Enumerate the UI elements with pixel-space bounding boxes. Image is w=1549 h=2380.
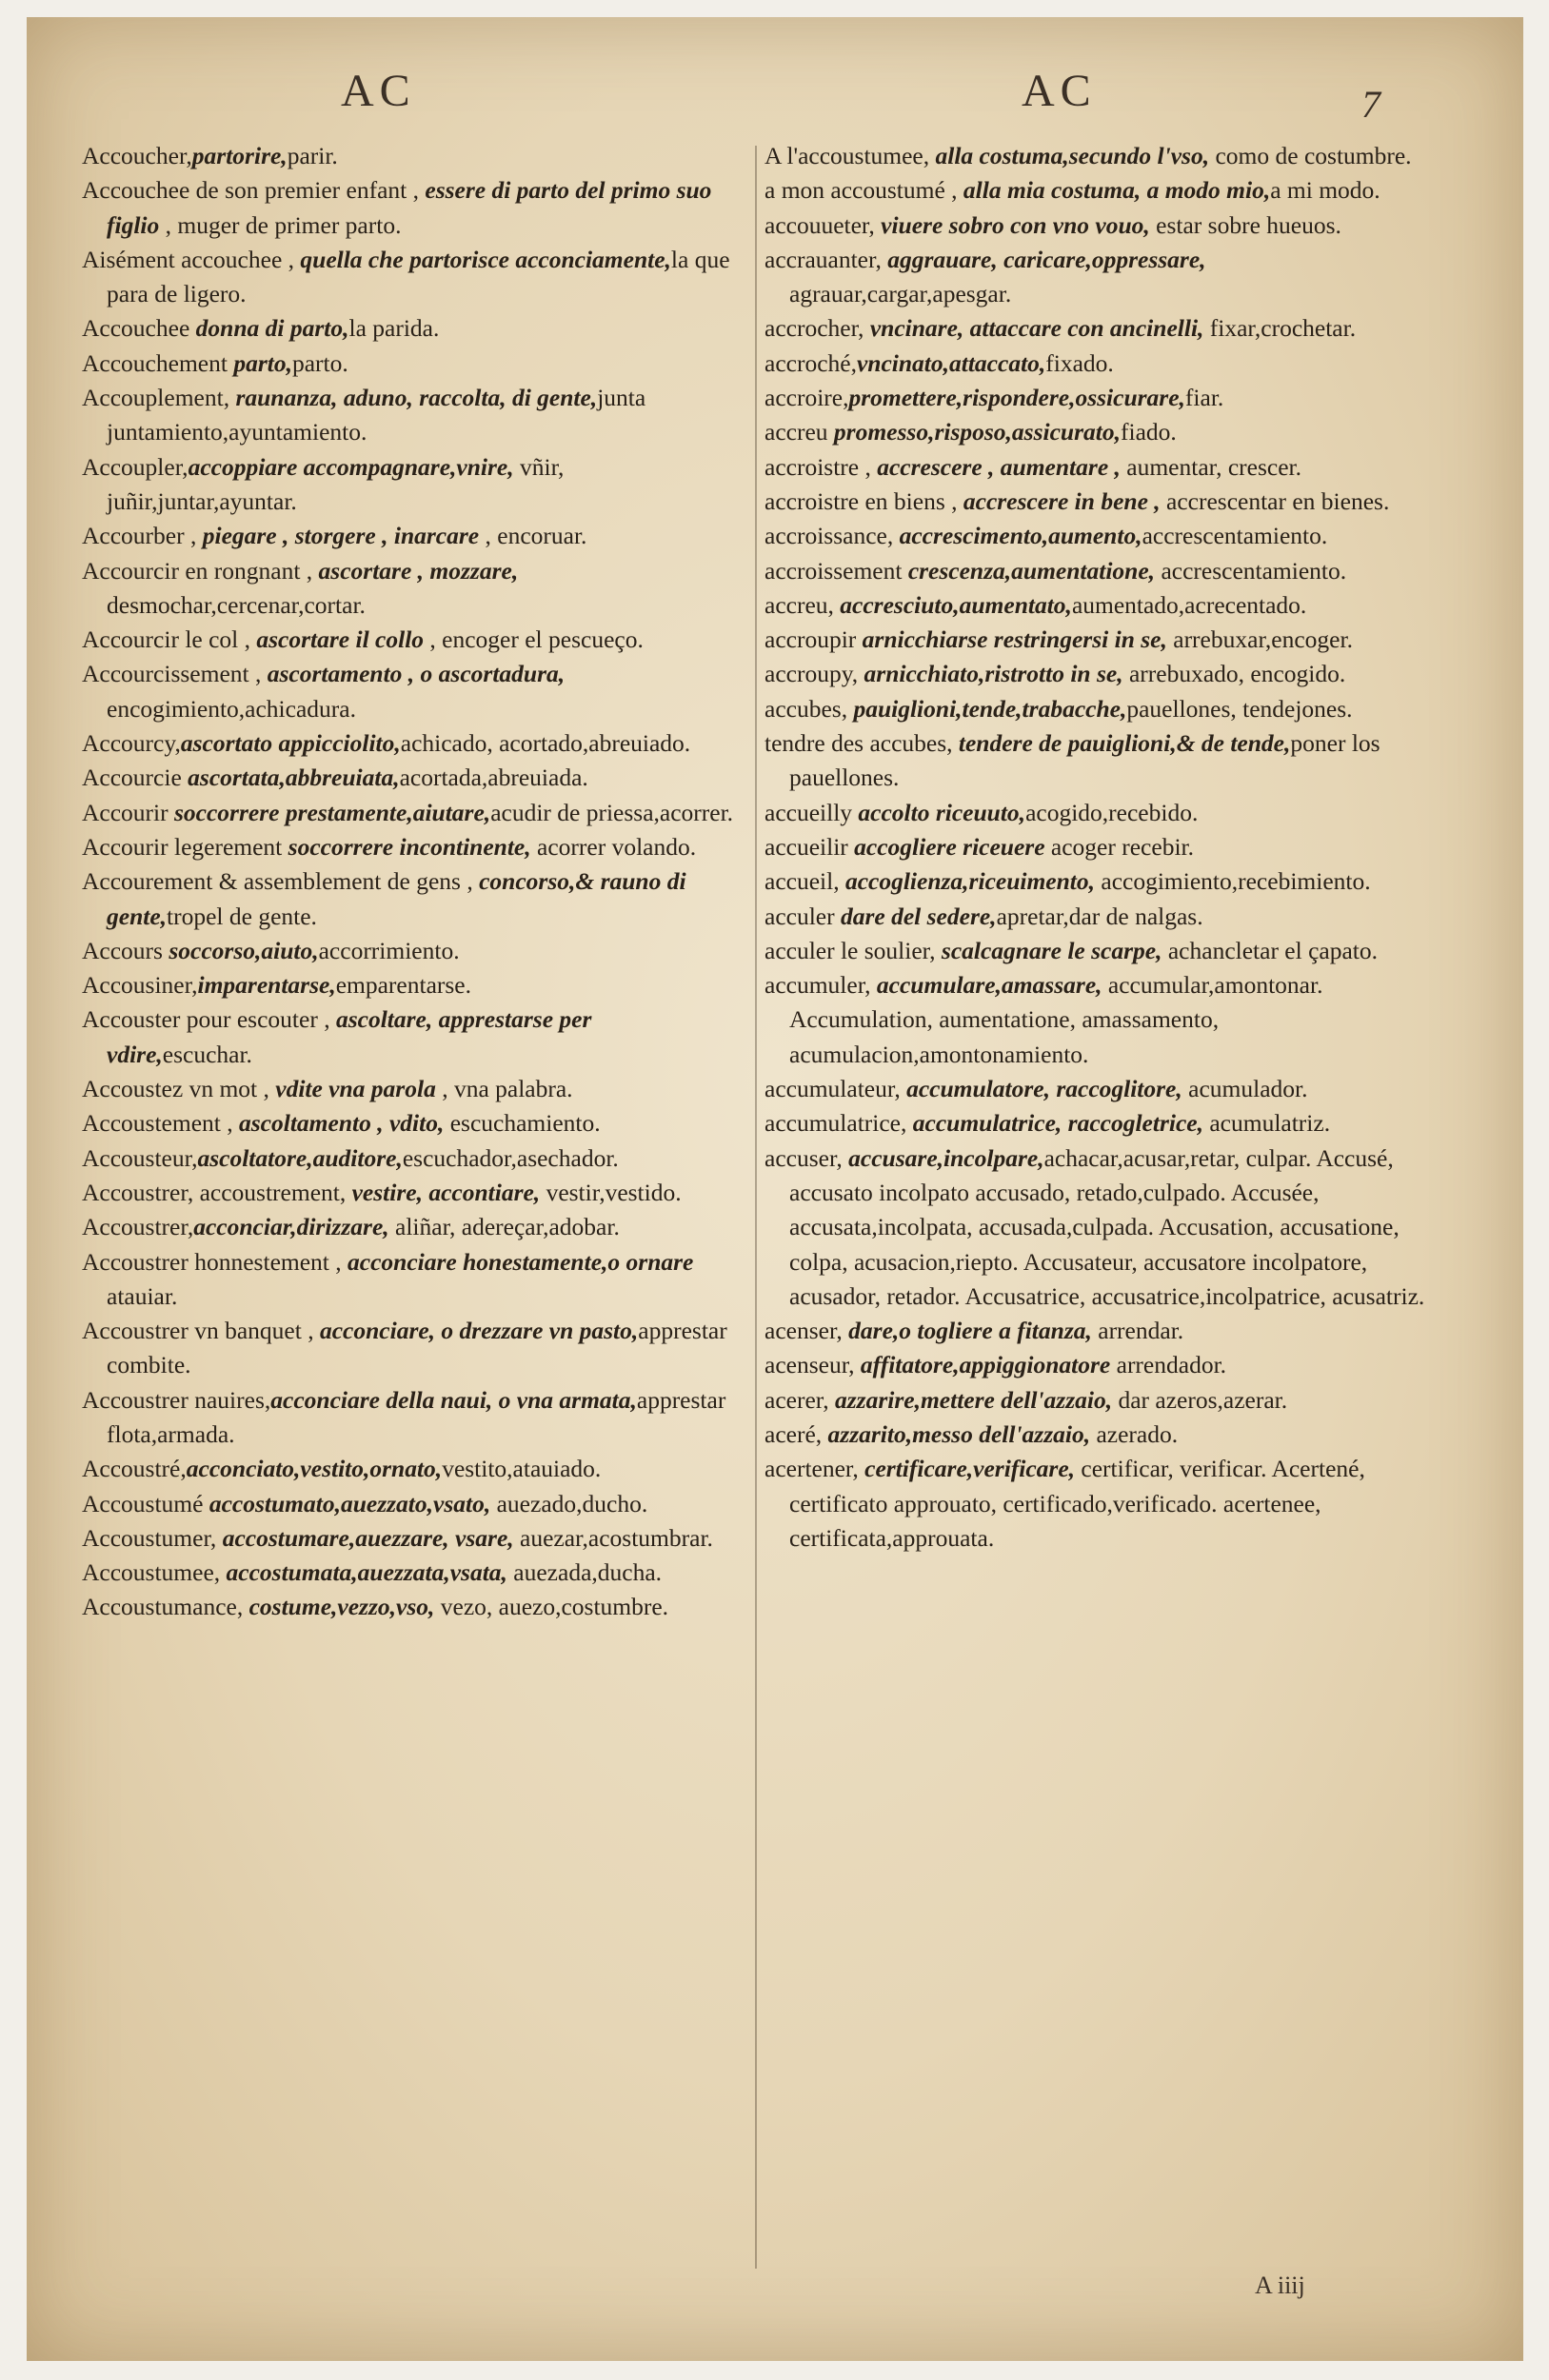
entry-italian: essere di parto del primo suo figlio (107, 176, 712, 239)
entry-italian: accumulatrice, raccogletrice, (912, 1109, 1203, 1138)
dictionary-entry (765, 692, 1431, 726)
entry-italian: accoglienza,riceuimento, (844, 867, 1096, 896)
entry-italian: raunanza, aduno, raccolta, di gente, (235, 384, 598, 412)
entry-headword: accubes, (765, 694, 854, 723)
entry-italian: dare del sedere, (840, 902, 997, 930)
dictionary-entry (82, 1176, 739, 1210)
entry-italian: ascortato appicciolito, (180, 729, 401, 758)
entry-headword: accroissance, (765, 522, 900, 550)
dictionary-entry (82, 1210, 739, 1244)
entry-headword: Accoustumé (82, 1489, 209, 1517)
dictionary-entry (765, 1452, 1431, 1556)
entry-headword: accrauanter, (765, 245, 888, 273)
entry-spanish: la parida. (348, 314, 440, 343)
entry-italian: ascortare , mozzare, (318, 556, 519, 585)
entry-italian: azzarire,mettere dell'azzaio, (835, 1385, 1113, 1414)
entry-headword: acertener, (765, 1455, 865, 1483)
dictionary-entry (82, 1245, 739, 1315)
dictionary-entry (765, 1383, 1431, 1418)
entry-headword: aceré, (765, 1419, 828, 1448)
entry-italian: accrescere in bene , (963, 486, 1161, 515)
dictionary-entry (82, 1590, 739, 1624)
dictionary-entry (82, 519, 739, 553)
entry-spanish: a mi modo. (1270, 176, 1380, 205)
dictionary-entry (82, 450, 739, 520)
dictionary-entry (765, 173, 1431, 208)
entry-italian: accusare,incolpare, (848, 1143, 1044, 1172)
entry-spanish: pauellones, tendejones. (1126, 694, 1353, 723)
entry-italian: acconciato,vestito,ornato, (186, 1455, 443, 1483)
entry-spanish: escuchamiento. (444, 1109, 601, 1138)
entry-italian: accoppiare accompagnare,vnire, (188, 452, 514, 481)
dictionary-entry (765, 450, 1431, 485)
entry-spanish: fixar,crochetar. (1203, 314, 1357, 343)
entry-headword: tendre des accubes, (765, 729, 959, 758)
entry-spanish: auezada,ducha. (506, 1558, 663, 1587)
entry-headword: Accoustumance, (82, 1593, 249, 1621)
entry-headword: Accourcir en rongnant , (82, 556, 319, 585)
entry-headword: Accouster pour escouter , (82, 1005, 336, 1034)
entry-spanish: parto. (291, 348, 348, 377)
entry-headword: Accoustrer honnestement , (82, 1247, 348, 1276)
entry-spanish: acorrer volando. (530, 832, 697, 861)
entry-spanish: vestito,atauiado. (442, 1455, 602, 1483)
entry-italian: scalcagnare le scarpe, (941, 936, 1162, 964)
entry-spanish: emparentarse. (335, 971, 471, 1000)
entry-headword: accueilly (765, 798, 859, 826)
entry-headword: accumuler, (765, 971, 877, 1000)
entry-italian: promettere,rispondere,ossicurare, (848, 384, 1185, 412)
entry-spanish: , vna palabra. (435, 1075, 573, 1103)
entry-spanish: accrescentamiento. (1155, 556, 1347, 585)
dictionary-entry (765, 864, 1431, 899)
entry-italian: concorso,& rauno di gente, (107, 867, 686, 930)
dictionary-entry (82, 1002, 739, 1072)
dictionary-entry (82, 1106, 739, 1140)
entry-headword: Accourber , (82, 522, 203, 550)
dictionary-entry (82, 1452, 739, 1486)
entry-headword: accreu (765, 418, 834, 446)
entry-headword: acerer, (765, 1385, 835, 1414)
entry-headword: accroché, (765, 348, 857, 377)
entry-italian: imparentarse, (197, 971, 336, 1000)
dictionary-entry (82, 1383, 739, 1453)
catchword: A iiij (1255, 2271, 1305, 2299)
entry-spanish: , encoruar. (479, 522, 587, 550)
dictionary-entry (82, 968, 739, 1002)
entry-headword: Accourcissement , (82, 660, 268, 688)
entry-headword: Accoustrer vn banquet , (82, 1317, 320, 1345)
entry-italian: alla costuma,secundo l'vso, (935, 142, 1210, 169)
entry-headword: accroistre , (765, 452, 878, 481)
entry-headword: Accoucher, (82, 142, 192, 169)
entry-italian: quella che partorisce acconciamente, (300, 245, 671, 273)
dictionary-entry (765, 519, 1431, 553)
entry-headword: accumulateur, (765, 1075, 907, 1103)
entry-spanish: aumentado,acrecentado. (1071, 590, 1307, 619)
entry-italian: affitatore,appiggionatore (860, 1351, 1111, 1379)
entry-spanish: auezar,acostumbrar. (513, 1523, 713, 1552)
entry-headword: a mon accoustumé , (765, 176, 963, 205)
dictionary-entry (82, 934, 739, 968)
dictionary-entry (765, 830, 1431, 864)
entry-spanish: apprestar combite. (107, 1317, 727, 1379)
entry-spanish: agrauar,cargar,apesgar. (789, 280, 1012, 308)
entry-italian: soccorrere prestamente,aiutare, (174, 798, 491, 826)
entry-headword: Accoustrer, (82, 1213, 194, 1241)
entry-spanish: achancletar el çapato. (1162, 936, 1378, 964)
book-page (27, 17, 1523, 2361)
entry-spanish: azerado. (1090, 1419, 1179, 1448)
entry-headword: Accourcir le col , (82, 625, 257, 654)
entry-spanish: dar azeros,azerar. (1112, 1385, 1288, 1414)
entry-spanish: como de costumbre. (1209, 142, 1412, 169)
page-number: 7 (1361, 83, 1380, 126)
entry-italian: soccorso,aiuto, (169, 936, 319, 964)
entry-spanish: acumulatriz. (1202, 1109, 1331, 1138)
entry-italian: acconciare honestamente,o ornare (348, 1247, 694, 1276)
dictionary-entry (765, 934, 1431, 968)
entry-spanish: acoger recebir. (1044, 832, 1194, 861)
entry-spanish: arrendar. (1091, 1317, 1184, 1345)
entry-headword: Accoustement , (82, 1109, 239, 1138)
entry-spanish: acumulador. (1182, 1075, 1308, 1103)
entry-italian: vestire, accontiare, (351, 1178, 541, 1206)
entry-spanish: arrebuxar,encoger. (1166, 625, 1353, 654)
entry-italian: pauiglioni,tende,trabacche, (853, 694, 1127, 723)
entry-headword: accuser, (765, 1143, 849, 1172)
entry-headword: acculer le soulier, (765, 936, 942, 964)
entry-italian: crescenza,aumentatione, (907, 556, 1156, 585)
entry-headword: Accouchee de son premier enfant , (82, 176, 426, 205)
entry-spanish: junta juntamiento,ayuntamiento. (107, 384, 646, 446)
entry-italian: vdite vna parola (275, 1075, 436, 1103)
dictionary-entry (765, 726, 1431, 796)
entry-headword: Accoustré, (82, 1455, 187, 1483)
entry-italian: ascortata,abbreuiata, (188, 764, 400, 792)
column-divider (755, 146, 757, 2269)
dictionary-entry (82, 761, 739, 795)
entry-headword: Accoustumer, (82, 1523, 223, 1552)
entry-headword: Accourcie (82, 764, 189, 792)
entry-headword: Accouplement, (82, 384, 236, 412)
running-header-left: AC (341, 66, 416, 116)
entry-headword: Accoustumee, (82, 1558, 227, 1587)
entry-italian: arnicchiato,ristrotto in se, (864, 660, 1123, 688)
entry-headword: accreu, (765, 590, 841, 619)
entry-italian: accrescimento,aumento, (899, 522, 1142, 550)
dictionary-entry (765, 968, 1431, 1072)
entry-italian: soccorrere incontinente, (288, 832, 531, 861)
entry-spanish: auezado,ducho. (490, 1489, 648, 1517)
entry-headword: Accours (82, 936, 169, 964)
dictionary-entry (82, 243, 739, 312)
entry-headword: Accourcy, (82, 729, 181, 758)
dictionary-entry (765, 1314, 1431, 1348)
dictionary-entry (765, 796, 1431, 830)
entry-italian: tendere de pauiglioni,& de tende, (958, 729, 1291, 758)
entry-spanish: fixado. (1045, 348, 1114, 377)
entry-headword: Accoupler, (82, 452, 189, 481)
entry-headword: Accourir (82, 798, 174, 826)
dictionary-entry (765, 208, 1431, 243)
entry-headword: accroistre en biens , (765, 486, 963, 515)
entry-italian: arnicchiarse restringersi in se, (862, 625, 1167, 654)
left-column (82, 139, 739, 1625)
entry-italian: aggrauare, caricare,oppressare, (887, 245, 1206, 273)
entry-italian: partorire, (191, 142, 288, 169)
dictionary-entry (82, 554, 739, 624)
entry-headword: accumulatrice, (765, 1109, 913, 1138)
entry-spanish: parir. (287, 142, 338, 169)
dictionary-entry (82, 830, 739, 864)
entry-spanish: accorrimiento. (318, 936, 460, 964)
dictionary-entry (82, 796, 739, 830)
dictionary-entry (82, 173, 739, 243)
entry-spanish: encogimiento,achicadura. (107, 694, 356, 723)
entry-spanish: arrebuxado, encogido. (1122, 660, 1346, 688)
dictionary-entry (82, 864, 739, 934)
dictionary-entry (82, 139, 739, 173)
entry-headword: Accousteur, (82, 1143, 198, 1172)
entry-italian: ascoltatore,auditore, (197, 1143, 403, 1172)
entry-spanish: accogimiento,recebimiento. (1095, 867, 1371, 896)
dictionary-entry (82, 1556, 739, 1590)
dictionary-entry (82, 311, 739, 346)
entry-headword: Accoustez vn mot , (82, 1075, 276, 1103)
entry-italian: promesso,risposo,assicurato, (833, 418, 1121, 446)
dictionary-entry (82, 1141, 739, 1176)
dictionary-entry (765, 657, 1431, 691)
entry-italian: acconciar,dirizzare, (193, 1213, 389, 1241)
entry-spanish: tropel de gente. (167, 902, 317, 930)
entry-spanish: vezo, auezo,costumbre. (434, 1593, 669, 1621)
entry-spanish: aliñar, adereçar,adobar. (388, 1213, 620, 1241)
entry-spanish: vestir,vestido. (540, 1178, 682, 1206)
entry-headword: Aisément accouchee , (82, 245, 301, 273)
dictionary-entry (82, 381, 739, 450)
entry-headword: Accoustrer, accoustrement, (82, 1178, 352, 1206)
entry-spanish: estar sobre hueuos. (1149, 210, 1341, 239)
dictionary-entry (765, 623, 1431, 657)
dictionary-entry (765, 311, 1431, 346)
running-header-right: AC (1022, 66, 1097, 116)
entry-headword: accroire, (765, 384, 849, 412)
entry-italian: accostumato,auezzato,vsato, (209, 1489, 491, 1517)
entry-spanish: achicado, acortado,abreuiado. (400, 729, 691, 758)
entry-spanish: apprestar flota,armada. (107, 1385, 726, 1448)
entry-italian: ascoltamento , vdito, (239, 1109, 445, 1138)
entry-italian: dare,o togliere a fitanza, (848, 1317, 1092, 1345)
entry-spanish: accumular,amontonar. Accumulation, aumentatione, amassamento, acumulacion,amontonamiento. (789, 971, 1323, 1068)
entry-spanish: achacar,acusar,retar, culpar. Accusé, accusato incolpato accusado, retado,culpado. Accusée, accusata,incolpata, accusada,culpada. Accusation, accusatione, colpa, acusacion,riepto. Accusateur, accusatore incolpatore, acusador, retador. Accusatrice, accusatrice,incolpatrice, acusatriz. (789, 1143, 1425, 1310)
entry-italian: costume,vezzo,vso, (248, 1593, 435, 1621)
entry-italian: certificare,verificare, (864, 1455, 1076, 1483)
entry-spanish: la que para de ligero. (107, 245, 730, 308)
dictionary-entry (765, 1348, 1431, 1382)
dictionary-entry (82, 347, 739, 381)
entry-headword: accroupir (765, 625, 863, 654)
dictionary-entry (82, 1487, 739, 1521)
entry-spanish: atauiar. (107, 1281, 178, 1310)
entry-italian: accumulatore, raccoglitore, (906, 1075, 1182, 1103)
entry-italian: acconciare, o drezzare vn pasto, (319, 1317, 639, 1345)
dictionary-entry (765, 1106, 1431, 1140)
entry-headword: accroissement (765, 556, 908, 585)
entry-spanish: fiar. (1184, 384, 1224, 412)
entry-italian: accresciuto,aumentato, (840, 590, 1072, 619)
dictionary-entry (765, 1141, 1431, 1314)
entry-italian: piegare , storgere , inarcare (202, 522, 480, 550)
dictionary-entry (765, 485, 1431, 519)
entry-spanish: fiado. (1121, 418, 1177, 446)
dictionary-entry (765, 347, 1431, 381)
entry-headword: accrocher, (765, 314, 870, 343)
entry-spanish: , encoger el pescueço. (424, 625, 644, 654)
dictionary-entry (765, 900, 1431, 934)
entry-spanish: poner los pauellones. (789, 729, 1380, 792)
entry-spanish: , muger de primer parto. (159, 210, 402, 239)
entry-headword: acenser, (765, 1317, 849, 1345)
entry-spanish: desmochar,cercenar,cortar. (107, 590, 366, 619)
entry-spanish: apretar,dar de nalgas. (996, 902, 1203, 930)
entry-italian: ascortamento , o ascortadura, (267, 660, 566, 688)
entry-spanish: accrescentamiento. (1142, 522, 1328, 550)
entry-italian: accolto riceuuto, (858, 798, 1026, 826)
entry-headword: acculer (765, 902, 841, 930)
entry-italian: viuere sobro con vno vouo, (881, 210, 1150, 239)
dictionary-entry (765, 139, 1431, 173)
dictionary-entry (82, 1521, 739, 1556)
dictionary-entry (82, 726, 739, 761)
right-column (765, 139, 1431, 1556)
entry-spanish: acudir de priessa,acorrer. (490, 798, 734, 826)
entry-italian: accogliere riceuere (854, 832, 1045, 861)
dictionary-entry (765, 1072, 1431, 1106)
entry-headword: A l'accoustumee, (765, 142, 936, 169)
dictionary-entry (82, 623, 739, 657)
entry-italian: accrescere , aumentare , (877, 452, 1121, 481)
dictionary-entry (765, 1418, 1431, 1452)
entry-headword: Accouchement (82, 348, 234, 377)
dictionary-entry (765, 381, 1431, 415)
entry-italian: azzarito,messo dell'azzaio, (827, 1419, 1091, 1448)
entry-italian: ascortare il collo (256, 625, 425, 654)
entry-headword: Accouchee (82, 314, 196, 343)
entry-spanish: escuchar. (162, 1040, 252, 1068)
entry-spanish: vñir, juñir,juntar,ayuntar. (107, 452, 565, 515)
entry-spanish: aumentar, crescer. (1120, 452, 1302, 481)
entry-spanish: accrescentar en bienes. (1160, 486, 1390, 515)
entry-spanish: certificar, verificar. Acertené, certificato approuato, certificado,verificado. acertenee, certificata,approuata. (789, 1455, 1365, 1552)
entry-spanish: acortada,abreuiada. (399, 764, 588, 792)
entry-italian: parto, (233, 348, 292, 377)
entry-headword: Accourement & assemblement de gens , (82, 867, 480, 896)
entry-headword: accroupy, (765, 660, 864, 688)
dictionary-entry (82, 657, 739, 726)
entry-spanish: arrendador. (1110, 1351, 1227, 1379)
entry-italian: vncinato,attaccato, (856, 348, 1046, 377)
entry-italian: ascoltare, apprestarse per vdire, (107, 1005, 592, 1068)
dictionary-entry (765, 415, 1431, 449)
entry-spanish: escuchador,asechador. (402, 1143, 619, 1172)
entry-headword: Accoustrer nauires, (82, 1385, 271, 1414)
entry-italian: acconciare della naui, o vna armata, (270, 1385, 637, 1414)
dictionary-entry (765, 243, 1431, 312)
entry-headword: accueilir (765, 832, 855, 861)
dictionary-entry (82, 1072, 739, 1106)
entry-headword: acenseur, (765, 1351, 861, 1379)
entry-headword: Accousiner, (82, 971, 198, 1000)
entry-italian: accostumata,auezzata,vsata, (226, 1558, 507, 1587)
entry-headword: accouueter, (765, 210, 882, 239)
entry-italian: donna di parto, (195, 314, 349, 343)
entry-italian: vncinare, attaccare con ancinelli, (869, 314, 1204, 343)
entry-spanish: acogido,recebido. (1025, 798, 1199, 826)
dictionary-entry (82, 1314, 739, 1383)
dictionary-entry (765, 588, 1431, 623)
entry-headword: accueil, (765, 867, 845, 896)
dictionary-entry (765, 554, 1431, 588)
entry-italian: accumulare,amassare, (876, 971, 1102, 1000)
entry-headword: Accourir legerement (82, 832, 288, 861)
entry-italian: accostumare,auezzare, vsare, (222, 1523, 514, 1552)
entry-italian: alla mia costuma, a modo mio, (963, 176, 1271, 205)
